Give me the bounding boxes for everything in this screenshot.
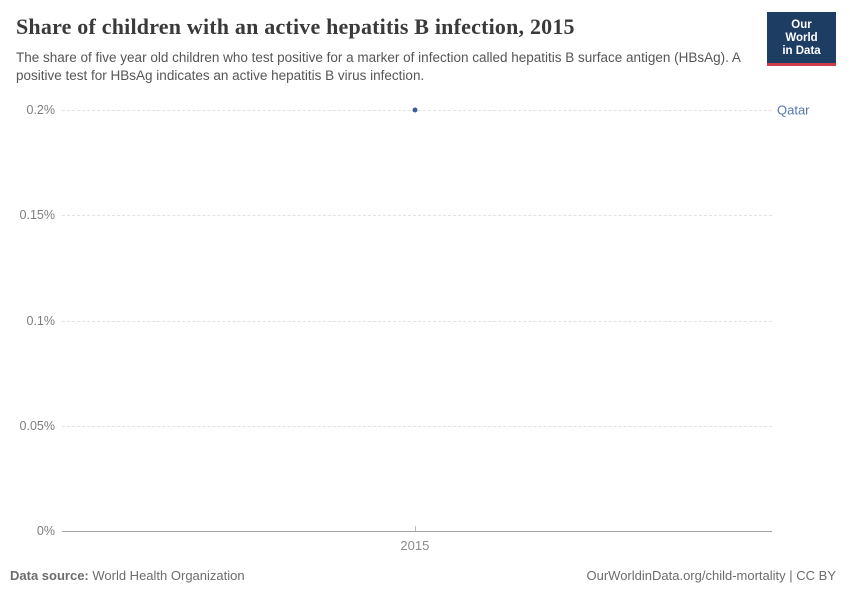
owid-logo-line1: Our World bbox=[785, 19, 818, 44]
attribution-note: OurWorldinData.org/child-mortality | CC BY bbox=[586, 568, 836, 583]
data-point-qatar[interactable] bbox=[412, 108, 417, 113]
y-gridline bbox=[62, 426, 772, 427]
data-source-label: Data source: bbox=[10, 568, 89, 583]
y-axis-tick-label: 0% bbox=[36, 524, 55, 538]
page-title: Share of children with an active hepatitis B infection, 2015 bbox=[16, 14, 575, 39]
owid-logo-line2: in Data bbox=[782, 45, 821, 57]
data-source-note bbox=[10, 568, 245, 583]
y-axis-tick-label: 0.1% bbox=[26, 313, 55, 328]
y-axis-tick-label: 0.2% bbox=[26, 103, 55, 117]
x-axis-tick-label: 2015 bbox=[400, 538, 430, 553]
y-axis-tick-label: 0.15% bbox=[19, 208, 55, 223]
entity-label-qatar[interactable]: Qatar bbox=[777, 102, 810, 118]
x-axis-line bbox=[62, 531, 772, 532]
x-axis-tick-mark bbox=[415, 526, 416, 531]
chart-footer bbox=[10, 568, 836, 583]
chart-subtitle: The share of five year old children who test positive for a marker of infection called hepatitis B surface antigen (HBsAg). A positive test for HBsAg indicates an active hepatitis B virus infection. bbox=[16, 50, 741, 83]
y-gridline bbox=[62, 215, 772, 216]
data-source-value: World Health Organization bbox=[88, 568, 245, 583]
y-axis-tick-label: 0.05% bbox=[19, 418, 55, 433]
y-gridline bbox=[62, 321, 772, 322]
